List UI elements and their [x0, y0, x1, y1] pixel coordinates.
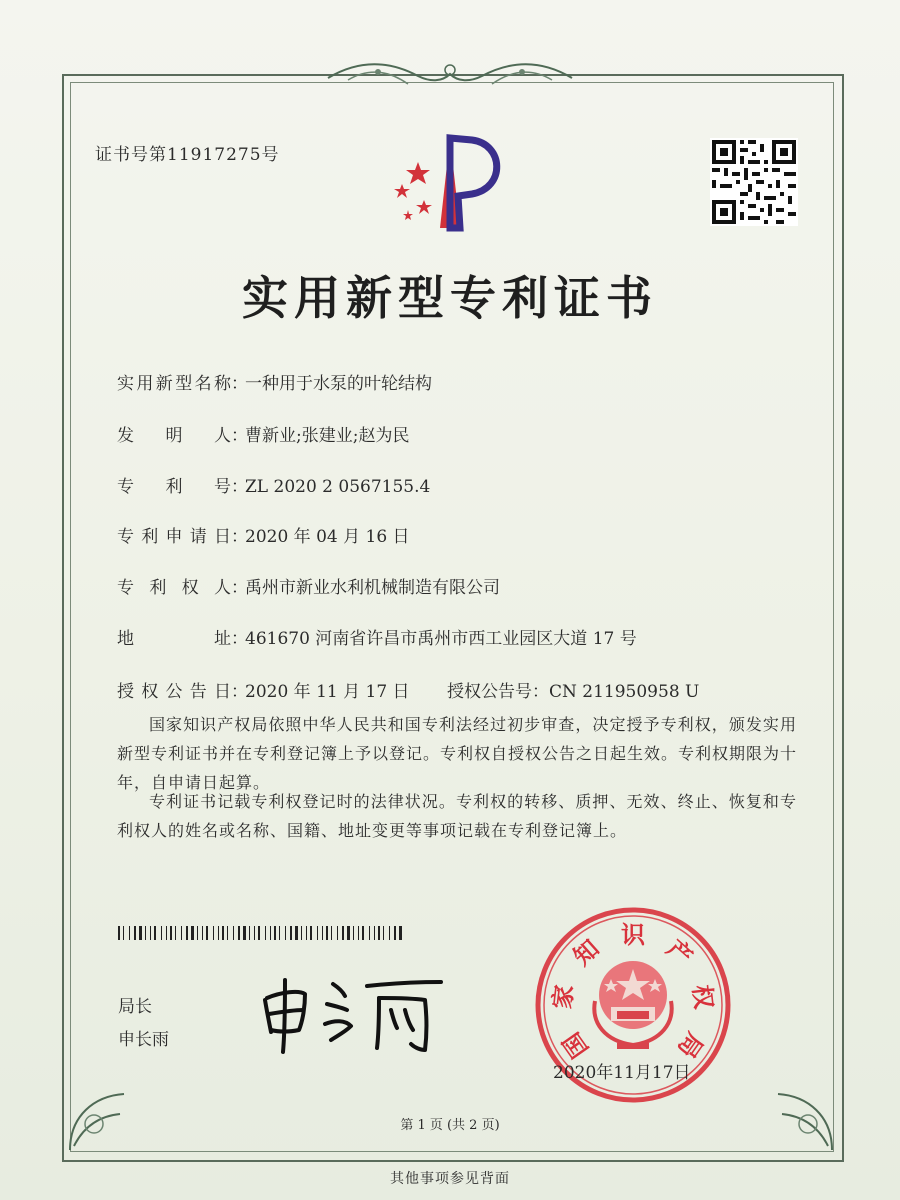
filing-date-value: 2020 年 04 月 16 日: [245, 527, 410, 547]
patent-number-value: ZL 2020 2 0567155.4: [245, 477, 431, 497]
grant-publication-number-field: 授权公告号：CN 211950958 U: [447, 682, 700, 702]
utility-model-name-field: 实用新型名称：一种用于水泵的叶轮结构: [117, 369, 432, 394]
top-ornament-decoration: [318, 58, 582, 94]
director-name: 申长雨: [118, 1030, 169, 1050]
seal-character: 产: [661, 934, 698, 972]
seal-character: 局: [671, 1027, 709, 1064]
issue-date: 2020年11月17日: [553, 1063, 691, 1083]
address-label: 地址: [117, 629, 231, 649]
seal-character: 识: [621, 921, 645, 949]
patentee-label: 专利权人: [117, 578, 231, 598]
utility-model-name-value: 一种用于水泵的叶轮结构: [245, 374, 432, 394]
address-field: 地址：461670 河南省许昌市禹州市西工业园区大道 17 号: [117, 624, 637, 649]
grant-date-value: 2020 年 11 月 17 日: [245, 682, 410, 702]
certificate-number: 证书号第11917275号: [95, 145, 280, 165]
inventor-field: 发明人：曹新业;张建业;赵为民: [117, 421, 409, 446]
utility-model-name-label: 实用新型名称: [117, 374, 231, 394]
grant-date-label: 授权公告日: [117, 682, 231, 702]
patent-number-field: 专利号：ZL 2020 2 0567155.4: [117, 472, 430, 497]
certificate-statement-paragraph-2: 专利证书记载专利权登记时的法律状况。专利权的转移、质押、无效、终止、恢复和专利权人的姓名或名称、国籍、地址变更等事项记载在专利登记簿上。: [117, 792, 797, 840]
filing-date-field: 专利申请日：2020 年 04 月 16 日: [117, 522, 410, 547]
qr-code-icon: [710, 138, 798, 226]
seal-character: 权: [687, 983, 718, 1011]
page-number: 第 1 页 (共 2 页): [400, 1118, 500, 1133]
director-signature: [255, 970, 455, 1055]
certificate-statement-paragraph-1: 国家知识产权局依照中华人民共和国专利法经过初步审查，决定授予专利权，颁发实用新型专利证书并在专利登记簿上予以登记。专利权自授权公告之日起生效。专利权期限为十年，自申请日起算。: [117, 715, 798, 792]
cnipa-logo-icon: [380, 130, 520, 242]
footer-note: 其他事项参见背面: [390, 1171, 510, 1187]
seal-character: 知: [568, 934, 605, 972]
grant-publication-number-value: CN 211950958 U: [549, 682, 700, 702]
address-value: 461670 河南省许昌市禹州市西工业园区大道 17 号: [245, 629, 637, 649]
inventor-label: 发明人: [117, 426, 231, 446]
director-title: 局长: [118, 997, 152, 1017]
patent-number-label: 专利号: [117, 477, 231, 497]
inventor-value: 曹新业;张建业;赵为民: [245, 426, 410, 446]
seal-character: 家: [548, 983, 579, 1011]
patentee-value: 禹州市新业水利机械制造有限公司: [245, 578, 500, 598]
seal-character: 国: [557, 1027, 595, 1064]
barcode-icon: [118, 926, 403, 940]
patentee-field: 专利权人：禹州市新业水利机械制造有限公司: [117, 573, 500, 598]
grant-date-field: 授权公告日：2020 年 11 月 17 日: [117, 677, 410, 702]
certificate-title: 实用新型专利证书: [242, 271, 658, 325]
grant-publication-number-label: 授权公告号: [447, 682, 532, 702]
filing-date-label: 专利申请日: [117, 527, 231, 547]
